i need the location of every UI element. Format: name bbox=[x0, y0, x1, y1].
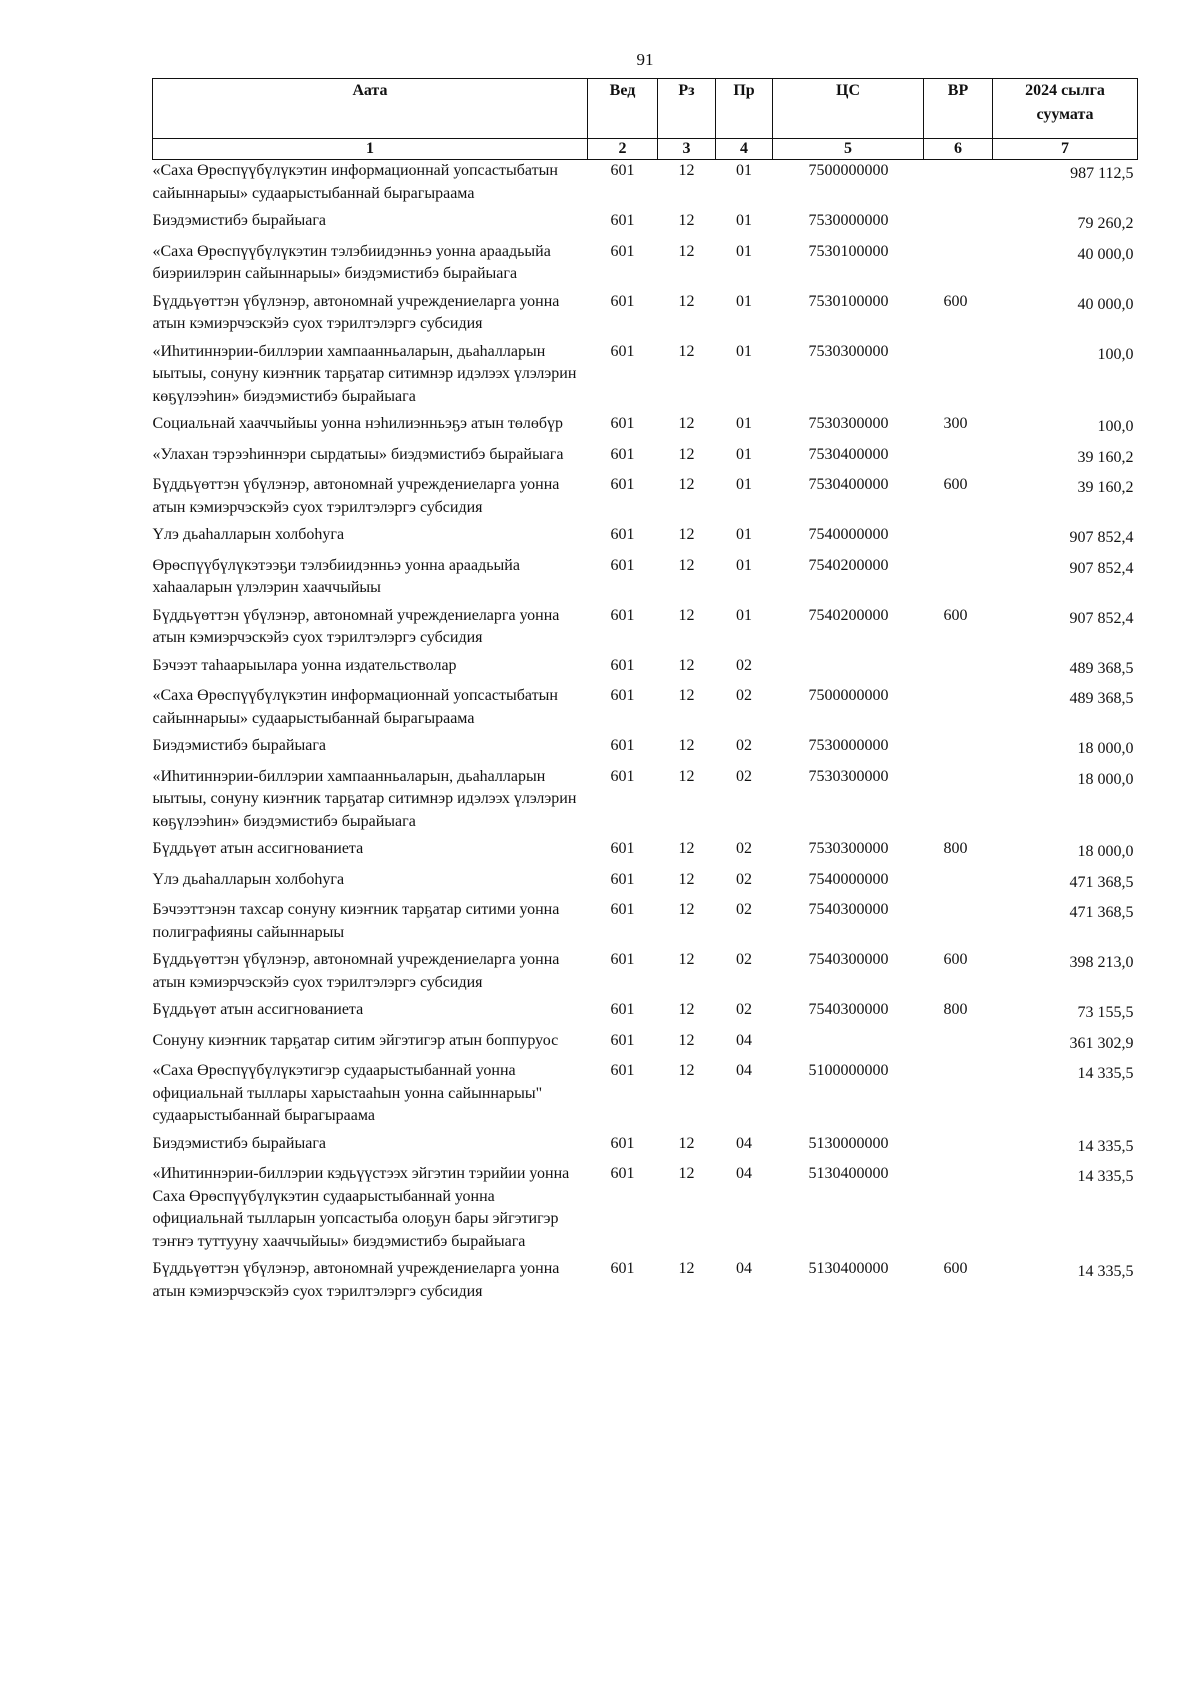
table-body bbox=[153, 160, 1138, 1309]
row-cs: 7540200000 bbox=[808, 556, 889, 574]
row-rz: 12 bbox=[678, 526, 695, 543]
table-row bbox=[153, 210, 1138, 241]
row-ved: 601 bbox=[610, 342, 635, 360]
row-rz: 12 bbox=[678, 901, 695, 918]
column-number: 2 bbox=[588, 139, 658, 160]
row-name: Бүддьүөттэн үбүлэнэр, автономнай учреждениеларга уонна атын кэмиэрчэскэйэ суох тэрилтэлэргэ субсидия bbox=[152, 951, 560, 991]
row-cs: 7530100000 bbox=[808, 242, 889, 260]
row-pr: 01 bbox=[736, 415, 752, 432]
row-sum: 987 112,5 bbox=[1070, 165, 1134, 182]
header-sum: 2024 сылга суумата bbox=[993, 79, 1138, 139]
row-pr: 01 bbox=[736, 476, 752, 493]
row-cs: 7540300000 bbox=[808, 951, 889, 968]
column-number: 3 bbox=[658, 139, 716, 160]
row-rz: 12 bbox=[678, 606, 695, 624]
row-pr: 04 bbox=[736, 1062, 752, 1079]
row-pr: 04 bbox=[736, 1134, 752, 1152]
header-row bbox=[153, 79, 1138, 139]
row-rz: 12 bbox=[678, 342, 695, 360]
column-number: 6 bbox=[924, 139, 993, 160]
row-vr: 300 bbox=[943, 415, 968, 432]
row-rz: 12 bbox=[678, 870, 695, 888]
table-row bbox=[153, 160, 1138, 211]
row-pr: 01 bbox=[736, 606, 752, 624]
header-vr: ВР bbox=[924, 79, 993, 139]
row-sum: 398 213,0 bbox=[1069, 954, 1134, 971]
column-number: 1 bbox=[153, 139, 588, 160]
table-row bbox=[153, 655, 1138, 686]
row-sum: 40 000,0 bbox=[1077, 245, 1134, 263]
row-vr bbox=[924, 685, 993, 735]
column-number: 5 bbox=[773, 139, 924, 160]
row-pr: 02 bbox=[736, 901, 752, 918]
row-cs: 7530400000 bbox=[808, 445, 889, 463]
row-vr: 600 bbox=[943, 292, 968, 310]
header-rz: Рз bbox=[658, 79, 716, 139]
row-sum: 489 368,5 bbox=[1069, 690, 1134, 707]
row-name: Биэдэмистибэ бырайыага bbox=[152, 737, 326, 754]
row-cs: 7540300000 bbox=[808, 1001, 889, 1018]
row-vr bbox=[924, 241, 993, 291]
row-sum: 907 852,4 bbox=[1069, 559, 1134, 577]
table-row bbox=[153, 1163, 1138, 1258]
budget-table bbox=[152, 78, 1138, 1308]
row-cs: 5130400000 bbox=[808, 1165, 889, 1182]
row-name: Бүддьүөт атын ассигнованиета bbox=[152, 840, 364, 857]
row-rz: 12 bbox=[678, 1134, 695, 1152]
row-vr bbox=[924, 869, 993, 900]
table-row bbox=[153, 735, 1138, 766]
row-rz: 12 bbox=[678, 292, 695, 310]
row-cs: 7530300000 bbox=[808, 415, 889, 432]
row-ved: 601 bbox=[610, 1001, 635, 1018]
row-ved: 601 bbox=[610, 415, 635, 432]
row-pr: 02 bbox=[736, 870, 752, 888]
row-rz: 12 bbox=[678, 1260, 695, 1277]
row-ved: 601 bbox=[610, 737, 635, 754]
row-rz: 12 bbox=[678, 162, 695, 179]
row-rz: 12 bbox=[678, 445, 695, 463]
header-ved: Вед bbox=[588, 79, 658, 139]
table-row bbox=[153, 869, 1138, 900]
row-cs: 5130400000 bbox=[808, 1260, 889, 1277]
row-pr: 01 bbox=[736, 162, 752, 179]
row-name: Бүддьүөттэн үбүлэнэр, автономнай учреждениеларга уонна атын кэмиэрчэскэйэ суох тэрилтэлэргэ субсидия bbox=[152, 292, 560, 332]
row-cs: 5100000000 bbox=[808, 1062, 889, 1079]
row-ved: 601 bbox=[610, 767, 635, 785]
row-sum: 100,0 bbox=[1097, 418, 1134, 435]
row-rz: 12 bbox=[678, 556, 695, 574]
row-vr bbox=[924, 210, 993, 241]
row-vr bbox=[924, 524, 993, 555]
row-rz: 12 bbox=[678, 687, 695, 704]
row-vr: 600 bbox=[943, 1260, 968, 1277]
table-row bbox=[153, 949, 1138, 999]
row-ved: 601 bbox=[610, 526, 635, 543]
row-name: «Иһитиннэрии-биллэрии хампаанньаларын, дьаһалларын ыытыы, сонуну киэҥник тарҕатар ситимнэр идэлээх үлэлэрин көҕүлээһин» биэдэмистибэ бырайыага bbox=[152, 767, 577, 830]
row-name: Үлэ дьаһалларын холбоһуга bbox=[152, 870, 345, 888]
row-sum: 40 000,0 bbox=[1077, 295, 1134, 313]
table-row bbox=[153, 444, 1138, 475]
row-vr: 600 bbox=[943, 606, 968, 624]
row-cs: 7530000000 bbox=[808, 737, 889, 754]
table-row bbox=[153, 899, 1138, 949]
row-sum: 14 335,5 bbox=[1077, 1065, 1134, 1082]
row-sum: 14 335,5 bbox=[1077, 1137, 1134, 1155]
row-cs: 7540000000 bbox=[808, 526, 889, 543]
row-sum: 471 368,5 bbox=[1069, 873, 1134, 891]
row-name: Бэчээт таһаарыылара уонна издательстволар bbox=[152, 656, 457, 674]
header-pr: Пр bbox=[716, 79, 773, 139]
row-pr: 04 bbox=[736, 1260, 752, 1277]
row-cs: 7530000000 bbox=[808, 212, 889, 229]
row-sum: 471 368,5 bbox=[1069, 904, 1134, 921]
row-pr: 01 bbox=[736, 556, 752, 574]
row-vr bbox=[924, 1060, 993, 1133]
row-cs: 5130000000 bbox=[808, 1134, 889, 1152]
row-sum: 489 368,5 bbox=[1069, 659, 1134, 677]
row-ved: 601 bbox=[610, 656, 635, 674]
row-cs: 7530300000 bbox=[808, 767, 889, 785]
row-vr: 800 bbox=[943, 1001, 968, 1018]
row-cs: 7540000000 bbox=[808, 870, 889, 888]
row-vr bbox=[924, 160, 993, 211]
table-row bbox=[153, 291, 1138, 341]
row-ved: 601 bbox=[610, 556, 635, 574]
row-rz: 12 bbox=[678, 951, 695, 968]
row-sum: 14 335,5 bbox=[1077, 1168, 1134, 1185]
column-number: 4 bbox=[716, 139, 773, 160]
row-name: «Иһитиннэрии-биллэрии кэдьүүстээх эйгэтин тэрийии уонна Саха Өрөспүүбүлүкэтин судаарыстыбаннай уонна официальнай тылларын уопсастыба олоҕун бары эйгэтигэр тэҥҥэ туттууну хааччыйыы» биэдэмистибэ бырайыага bbox=[152, 1165, 570, 1250]
row-name: Бүддьүөттэн үбүлэнэр, автономнай учреждениеларга уонна атын кэмиэрчэскэйэ суох тэрилтэлэргэ субсидия bbox=[152, 476, 560, 516]
row-vr bbox=[924, 899, 993, 949]
row-name: «Саха Өрөспүүбүлүкэтин информационнай уопсастыбатын сайыннарыы» судаарыстыбаннай бырагыраама bbox=[152, 687, 558, 727]
row-pr: 01 bbox=[736, 445, 752, 463]
row-sum: 73 155,5 bbox=[1077, 1004, 1134, 1021]
row-name: Бүддьүөттэн үбүлэнэр, автономнай учреждениеларга уонна атын кэмиэрчэскэйэ суох тэрилтэлэргэ субсидия bbox=[152, 606, 560, 646]
table-row bbox=[153, 524, 1138, 555]
page-number: 91 bbox=[636, 50, 654, 69]
row-rz: 12 bbox=[678, 1001, 695, 1018]
row-ved: 601 bbox=[610, 445, 635, 463]
row-name: Үлэ дьаһалларын холбоһуга bbox=[152, 526, 345, 543]
row-ved: 601 bbox=[610, 292, 635, 310]
row-sum: 39 160,2 bbox=[1077, 479, 1134, 496]
table-row bbox=[153, 605, 1138, 655]
row-sum: 361 302,9 bbox=[1069, 1034, 1134, 1052]
row-pr: 01 bbox=[736, 292, 752, 310]
row-sum: 18 000,0 bbox=[1077, 843, 1134, 860]
row-pr: 04 bbox=[736, 1031, 752, 1049]
table-row bbox=[153, 838, 1138, 869]
table-row bbox=[153, 1133, 1138, 1164]
row-vr bbox=[924, 444, 993, 475]
row-rz: 12 bbox=[678, 656, 695, 674]
row-ved: 601 bbox=[610, 1165, 635, 1182]
header-cs: ЦС bbox=[773, 79, 924, 139]
row-sum: 18 000,0 bbox=[1077, 740, 1134, 757]
row-vr bbox=[924, 1030, 993, 1061]
row-name: «Иһитиннэрии-биллэрии хампаанньаларын, дьаһалларын ыытыы, сонуну киэҥник тарҕатар ситимнэр идэлээх үлэлэрин көҕүлээһин» биэдэмистибэ бырайыага bbox=[152, 342, 577, 405]
row-vr bbox=[924, 655, 993, 686]
row-vr bbox=[924, 1133, 993, 1164]
row-rz: 12 bbox=[678, 1165, 695, 1182]
table-row bbox=[153, 766, 1138, 839]
row-cs: 7530300000 bbox=[808, 342, 889, 360]
row-pr: 01 bbox=[736, 212, 752, 229]
row-pr: 01 bbox=[736, 342, 752, 360]
table-row bbox=[153, 555, 1138, 605]
row-vr: 800 bbox=[943, 840, 968, 857]
row-pr: 02 bbox=[736, 656, 752, 674]
row-pr: 02 bbox=[736, 767, 752, 785]
row-vr bbox=[924, 341, 993, 414]
table-row bbox=[153, 474, 1138, 524]
row-ved: 601 bbox=[610, 242, 635, 260]
row-vr: 600 bbox=[943, 951, 968, 968]
row-name: Сонуну киэҥник тарҕатар ситим эйгэтигэр атын боппуруос bbox=[152, 1031, 559, 1049]
row-sum: 18 000,0 bbox=[1077, 770, 1134, 788]
row-name: Социальнай хааччыйыы уонна нэһилиэнньэҕэ атын төлөбүр bbox=[152, 415, 564, 432]
row-sum: 907 852,4 bbox=[1069, 609, 1134, 627]
row-ved: 601 bbox=[610, 1260, 635, 1277]
row-cs bbox=[773, 1030, 924, 1061]
row-sum: 100,0 bbox=[1097, 345, 1134, 363]
header-name: Аата bbox=[153, 79, 588, 139]
row-name: Бэчээттэнэн тахсар сонуну киэҥник тарҕатар ситими уонна полиграфияны сайыннарыы bbox=[152, 901, 560, 941]
row-cs: 7530100000 bbox=[808, 292, 889, 310]
row-name: Бүддьүөттэн үбүлэнэр, автономнай учреждениеларга уонна атын кэмиэрчэскэйэ суох тэрилтэлэргэ субсидия bbox=[152, 1260, 560, 1300]
row-rz: 12 bbox=[678, 1031, 695, 1049]
row-ved: 601 bbox=[610, 162, 635, 179]
table-row bbox=[153, 341, 1138, 414]
row-ved: 601 bbox=[610, 1062, 635, 1079]
row-vr bbox=[924, 735, 993, 766]
row-ved: 601 bbox=[610, 1134, 635, 1152]
column-number: 7 bbox=[993, 139, 1138, 160]
row-name: Биэдэмистибэ бырайыага bbox=[152, 212, 326, 229]
row-vr bbox=[924, 766, 993, 839]
table-row bbox=[153, 1030, 1138, 1061]
table-row bbox=[153, 1060, 1138, 1133]
row-sum: 907 852,4 bbox=[1069, 529, 1134, 546]
row-cs: 7540300000 bbox=[808, 901, 889, 918]
row-rz: 12 bbox=[678, 476, 695, 493]
row-cs: 7530300000 bbox=[808, 840, 889, 857]
row-rz: 12 bbox=[678, 840, 695, 857]
row-name: «Саха Өрөспүүбүлүкэтин тэлэбиидэнньэ уонна араадьыйа биэриилэрин сайыннарыы» биэдэмистибэ бырайыага bbox=[152, 242, 551, 282]
row-rz: 12 bbox=[678, 767, 695, 785]
row-name: «Саха Өрөспүүбүлүкэтин информационнай уопсастыбатын сайыннарыы» судаарыстыбаннай бырагыраама bbox=[152, 162, 558, 202]
row-vr bbox=[924, 1163, 993, 1258]
table-row bbox=[153, 1258, 1138, 1308]
row-name: Өрөспүүбүлүкэтээҕи тэлэбиидэнньэ уонна араадьыйа хаһааларын үлэлэрин хааччыйыы bbox=[152, 556, 520, 596]
row-name: Биэдэмистибэ бырайыага bbox=[152, 1134, 326, 1152]
row-ved: 601 bbox=[610, 840, 635, 857]
row-rz: 12 bbox=[678, 415, 695, 432]
row-ved: 601 bbox=[610, 951, 635, 968]
row-cs: 7500000000 bbox=[808, 162, 889, 179]
row-pr: 02 bbox=[736, 1001, 752, 1018]
row-ved: 601 bbox=[610, 901, 635, 918]
row-ved: 601 bbox=[610, 687, 635, 704]
row-sum: 39 160,2 bbox=[1077, 448, 1134, 466]
row-ved: 601 bbox=[610, 606, 635, 624]
row-sum: 79 260,2 bbox=[1077, 215, 1134, 232]
row-pr: 02 bbox=[736, 951, 752, 968]
row-pr: 04 bbox=[736, 1165, 752, 1182]
row-name: «Саха Өрөспүүбүлүкэтигэр судаарыстыбаннай уонна официальнай тыллары харыстааһын уонна сайыннарыы" судаарыстыбаннай бырагыраама bbox=[152, 1062, 543, 1124]
row-pr: 02 bbox=[736, 687, 752, 704]
table-row bbox=[153, 413, 1138, 444]
row-ved: 601 bbox=[610, 870, 635, 888]
row-cs: 7540200000 bbox=[808, 606, 889, 624]
row-sum: 14 335,5 bbox=[1077, 1263, 1134, 1280]
row-ved: 601 bbox=[610, 212, 635, 229]
table-row bbox=[153, 999, 1138, 1030]
row-rz: 12 bbox=[678, 212, 695, 229]
row-rz: 12 bbox=[678, 242, 695, 260]
row-rz: 12 bbox=[678, 1062, 695, 1079]
row-ved: 601 bbox=[610, 1031, 635, 1049]
row-name: Бүддьүөт атын ассигнованиета bbox=[152, 1001, 364, 1018]
row-pr: 01 bbox=[736, 242, 752, 260]
row-pr: 01 bbox=[736, 526, 752, 543]
row-name: «Улахан тэрээһиннэри сырдатыы» биэдэмистибэ бырайыага bbox=[152, 445, 564, 463]
row-ved: 601 bbox=[610, 476, 635, 493]
row-vr bbox=[924, 555, 993, 605]
row-pr: 02 bbox=[736, 840, 752, 857]
row-cs: 7500000000 bbox=[808, 687, 889, 704]
column-number-row bbox=[153, 139, 1138, 160]
row-cs bbox=[773, 655, 924, 686]
row-vr: 600 bbox=[943, 476, 968, 493]
table-row bbox=[153, 241, 1138, 291]
table-row bbox=[153, 685, 1138, 735]
row-pr: 02 bbox=[736, 737, 752, 754]
row-cs: 7530400000 bbox=[808, 476, 889, 493]
row-rz: 12 bbox=[678, 737, 695, 754]
